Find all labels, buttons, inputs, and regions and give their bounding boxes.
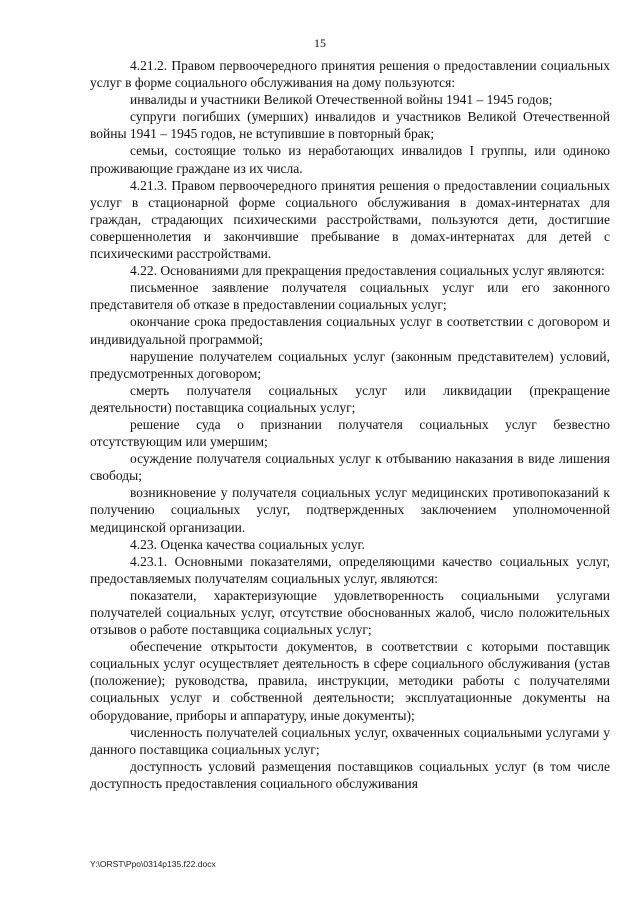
paragraph-4-21-2: 4.21.2. Правом первоочередного принятия решения о предоставлении социальных услуг в форме социального обслуживания на дому пользуются: [90, 58, 610, 91]
paragraph-list-item: решение суда о признании получателя социальных услуг безвестно отсутствующим или умершим; [90, 416, 610, 450]
paragraph-list-item: обеспечение открытости документов, в соответствии с которыми поставщик социальных услуг осуществляет деятельность в сфере социального обслуживания (устав (положение); руководства, правила, инструкции, методики работы с получателями социальных услуг и собственной деятельности; эксплуатационные документы на оборудование, приборы и аппаратуру, иные документы); [90, 639, 610, 723]
paragraph-list-item: семьи, состоящие только из неработающих инвалидов I группы, или одиноко проживающие граждане из их числа. [90, 143, 610, 176]
paragraph-4-22: 4.22. Основаниями для прекращения предоставления социальных услуг являются: [130, 263, 605, 279]
paragraph-list-item: показатели, характеризующие удовлетворенность социальными услугами получателей социальных услуг, отсутствие обоснованных жалоб, число положительных отзывов о работе поставщика социальных услуг; [90, 587, 610, 638]
paragraph-list-item: окончание срока предоставления социальных услуг в соответствии с договором и индивидуальной программой; [90, 314, 610, 347]
document-body [90, 57, 610, 792]
paragraph-list-item: супруги погибших (умерших) инвалидов и участников Великой Отечественной войны 1941 – 1945 годов, не вступившие в повторный брак; [90, 109, 610, 142]
paragraph-list-item: доступность условий размещения поставщиков социальных услуг (в том числе доступность предоставления социального обслуживания [90, 758, 610, 791]
file-path-footer: Y:\ORST\Ppo\0314p135.f22.docx [90, 859, 216, 869]
page-number: 15 [314, 36, 326, 50]
paragraph-list-item: осуждение получателя социальных услуг к отбыванию наказания в виде лишения свободы; [90, 451, 610, 484]
paragraph-list-item: письменное заявление получателя социальных услуг или его законного представителя об отказе в предоставлении социальных услуг; [90, 280, 610, 313]
paragraph-list-item: возникновение у получателя социальных услуг медицинских противопоказаний к получению социальных услуг, подтвержденных заключением уполномоченной медицинской организации. [90, 485, 610, 535]
paragraph-4-21-3: 4.21.3. Правом первоочередного принятия решения о предоставлении социальных услуг в стационарной форме социального обслуживания в домах-интернатах для граждан, страдающих психическими расстройствами, пользуются дети, достигшие совершеннолетия и закончившие пребывание в домах-интернатах для детей с психическими расстройствами. [90, 177, 610, 262]
paragraph-4-23: 4.23. Оценка качества социальных услуг. [130, 536, 365, 552]
paragraph-list-item: численность получателей социальных услуг, охваченных социальными услугами у данного поставщика социальных услуг; [90, 724, 610, 757]
paragraph-list-item: инвалиды и участники Великой Отечественной войны 1941 – 1945 годов; [130, 92, 553, 108]
paragraph-4-23-1: 4.23.1. Основными показателями, определяющими качество социальных услуг, предоставляемых получателям социальных услуг, являются: [90, 553, 610, 586]
paragraph-list-item: смерть получателя социальных услуг или ликвидации (прекращение деятельности) поставщика социальных услуг; [90, 382, 610, 415]
paragraph-list-item: нарушение получателем социальных услуг (законным представителем) условий, предусмотренных договором; [90, 348, 610, 381]
